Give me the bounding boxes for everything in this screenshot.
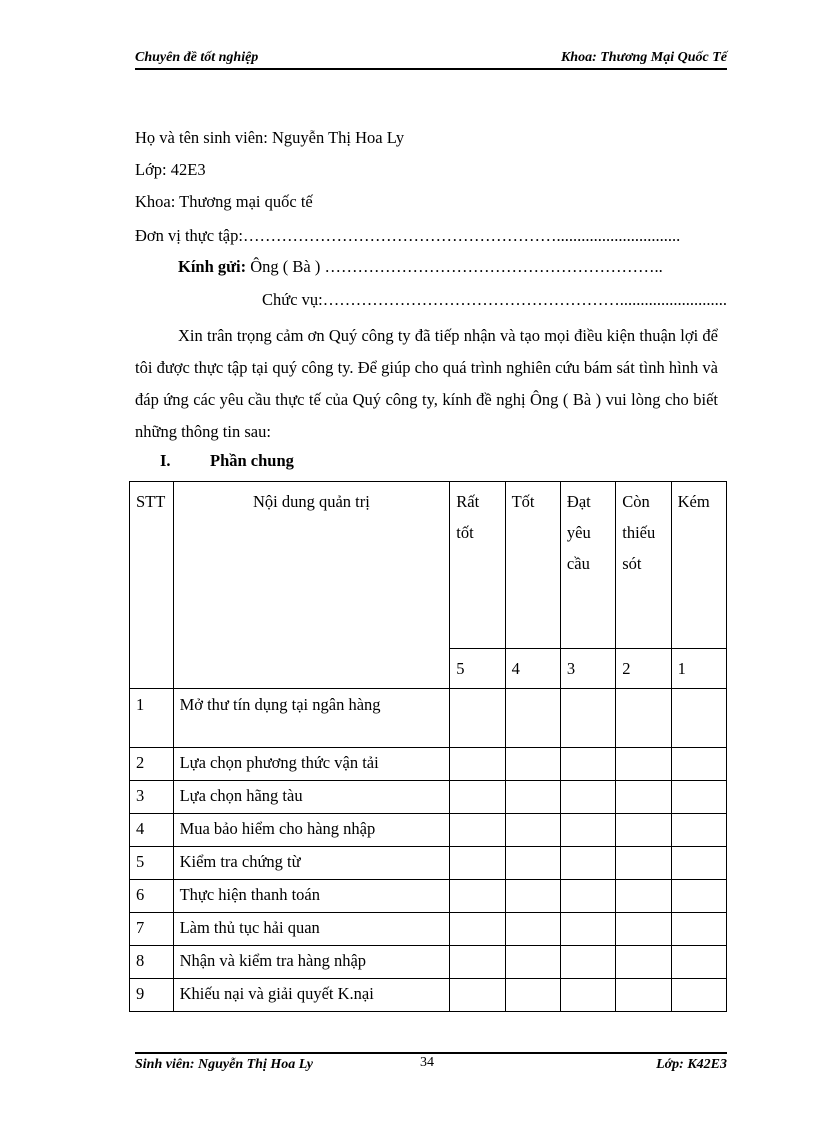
rating-cell[interactable] [450, 880, 505, 913]
rating-cell[interactable] [671, 847, 726, 880]
row-content: Lựa chọn phương thức vận tải [173, 748, 450, 781]
row-content: Kiểm tra chứng từ [173, 847, 450, 880]
rating-cell[interactable] [560, 689, 615, 748]
footer-student: Sinh viên: Nguyễn Thị Hoa Ly [135, 1057, 313, 1072]
rating-cell[interactable] [671, 946, 726, 979]
rating-cell[interactable] [560, 946, 615, 979]
rating-cell[interactable] [616, 847, 671, 880]
addressee-line [178, 257, 663, 277]
rating-cell[interactable] [450, 689, 505, 748]
header-right-text: Khoa: Thương Mại Quốc Tế [560, 50, 727, 65]
table-row [130, 781, 727, 814]
evaluation-table [129, 481, 727, 1012]
footer-class: Lớp: K42E3 [656, 1057, 727, 1072]
row-content: Lựa chọn hãng tàu [173, 781, 450, 814]
rating-cell[interactable] [450, 946, 505, 979]
addressee-label: Kính gửi: [178, 257, 247, 276]
rating-cell[interactable] [505, 847, 560, 880]
section-heading [160, 451, 294, 471]
rating-cell[interactable] [616, 913, 671, 946]
row-stt: 8 [130, 946, 174, 979]
row-stt: 3 [130, 781, 174, 814]
row-content: Nhận và kiểm tra hàng nhập [173, 946, 450, 979]
row-content: Làm thủ tục hải quan [173, 913, 450, 946]
row-content: Thực hiện thanh toán [173, 880, 450, 913]
rating-cell[interactable] [560, 748, 615, 781]
position-line: Chức vụ:……………………………………………….......................... [262, 290, 727, 309]
rating-cell[interactable] [450, 748, 505, 781]
rating-cell[interactable] [450, 913, 505, 946]
table-row [130, 946, 727, 979]
section-title: Phần chung [210, 451, 294, 470]
rating-cell[interactable] [671, 913, 726, 946]
rating-cell[interactable] [450, 847, 505, 880]
rating-cell[interactable] [616, 689, 671, 748]
row-stt: 2 [130, 748, 174, 781]
rating-cell[interactable] [616, 814, 671, 847]
rating-cell[interactable] [671, 979, 726, 1012]
page-header [135, 50, 727, 70]
rating-cell[interactable] [560, 880, 615, 913]
class-line: Lớp: 42E3 [135, 160, 206, 179]
table-row [130, 847, 727, 880]
rating-cell[interactable] [671, 880, 726, 913]
row-stt: 5 [130, 847, 174, 880]
rating-cell[interactable] [505, 781, 560, 814]
rating-cell[interactable] [450, 781, 505, 814]
footer-divider [135, 1052, 727, 1054]
rating-cell[interactable] [505, 880, 560, 913]
score-cell: 1 [671, 649, 726, 689]
rating-cell[interactable] [505, 979, 560, 1012]
header-divider [135, 68, 727, 70]
rating-cell[interactable] [616, 946, 671, 979]
table-header-row [130, 482, 727, 649]
rating-cell[interactable] [505, 946, 560, 979]
header-content: Nội dung quản trị [173, 482, 450, 689]
score-cell: 4 [505, 649, 560, 689]
header-rating: Còn thiếu sót [616, 482, 671, 649]
table-row [130, 913, 727, 946]
rating-cell[interactable] [671, 689, 726, 748]
score-cell: 2 [616, 649, 671, 689]
internship-unit-line: Đơn vị thực tập:………………………………………………….............................. [135, 226, 681, 245]
rating-cell[interactable] [560, 847, 615, 880]
table-row [130, 689, 727, 748]
header-rating: Đạt yêu cầu [560, 482, 615, 649]
rating-cell[interactable] [616, 781, 671, 814]
row-stt: 6 [130, 880, 174, 913]
row-stt: 7 [130, 913, 174, 946]
header-rating: Kém [671, 482, 726, 649]
score-cell: 3 [560, 649, 615, 689]
table-row [130, 814, 727, 847]
rating-cell[interactable] [505, 814, 560, 847]
rating-cell[interactable] [505, 689, 560, 748]
score-cell: 5 [450, 649, 505, 689]
rating-cell[interactable] [560, 814, 615, 847]
rating-cell[interactable] [450, 979, 505, 1012]
rating-cell[interactable] [505, 913, 560, 946]
rating-cell[interactable] [616, 748, 671, 781]
row-stt: 4 [130, 814, 174, 847]
rating-cell[interactable] [671, 748, 726, 781]
page-number: 34 [420, 1055, 434, 1070]
addressee-value: Ông ( Bà ) …………………………………………………….. [246, 257, 663, 276]
rating-cell[interactable] [671, 781, 726, 814]
rating-cell[interactable] [505, 748, 560, 781]
row-content: Khiếu nại và giải quyết K.nại [173, 979, 450, 1012]
row-content: Mở thư tín dụng tại ngân hàng [173, 689, 450, 748]
rating-cell[interactable] [450, 814, 505, 847]
rating-cell[interactable] [616, 979, 671, 1012]
intro-paragraph: Xin trân trọng cảm ơn Quý công ty đã tiếp nhận và tạo mọi điều kiện thuận lợi để tôi được thực tập tại quý công ty. Để giúp cho quá trình nghiên cứu bám sát tình hình và đáp ứng các yêu cầu thực tế của Quý công ty, kính đề nghị Ông ( Bà ) vui lòng cho biết những thông tin sau: [135, 326, 718, 441]
row-stt: 9 [130, 979, 174, 1012]
student-name-line: Họ và tên sinh viên: Nguyễn Thị Hoa Ly [135, 128, 405, 147]
rating-cell[interactable] [560, 913, 615, 946]
rating-cell[interactable] [560, 979, 615, 1012]
row-stt: 1 [130, 689, 174, 748]
rating-cell[interactable] [671, 814, 726, 847]
row-content: Mua bảo hiểm cho hàng nhập [173, 814, 450, 847]
table-row [130, 748, 727, 781]
header-rating: Rất tốt [450, 482, 505, 649]
rating-cell[interactable] [616, 880, 671, 913]
faculty-line: Khoa: Thương mại quốc tế [135, 192, 313, 211]
header-left-text: Chuyên đề tốt nghiệp [135, 50, 259, 65]
table-row [130, 880, 727, 913]
page-footer [135, 1057, 727, 1077]
table-row [130, 979, 727, 1012]
header-rating: Tốt [505, 482, 560, 649]
section-number: I. [160, 451, 171, 470]
header-stt: STT [130, 482, 174, 689]
rating-cell[interactable] [560, 781, 615, 814]
